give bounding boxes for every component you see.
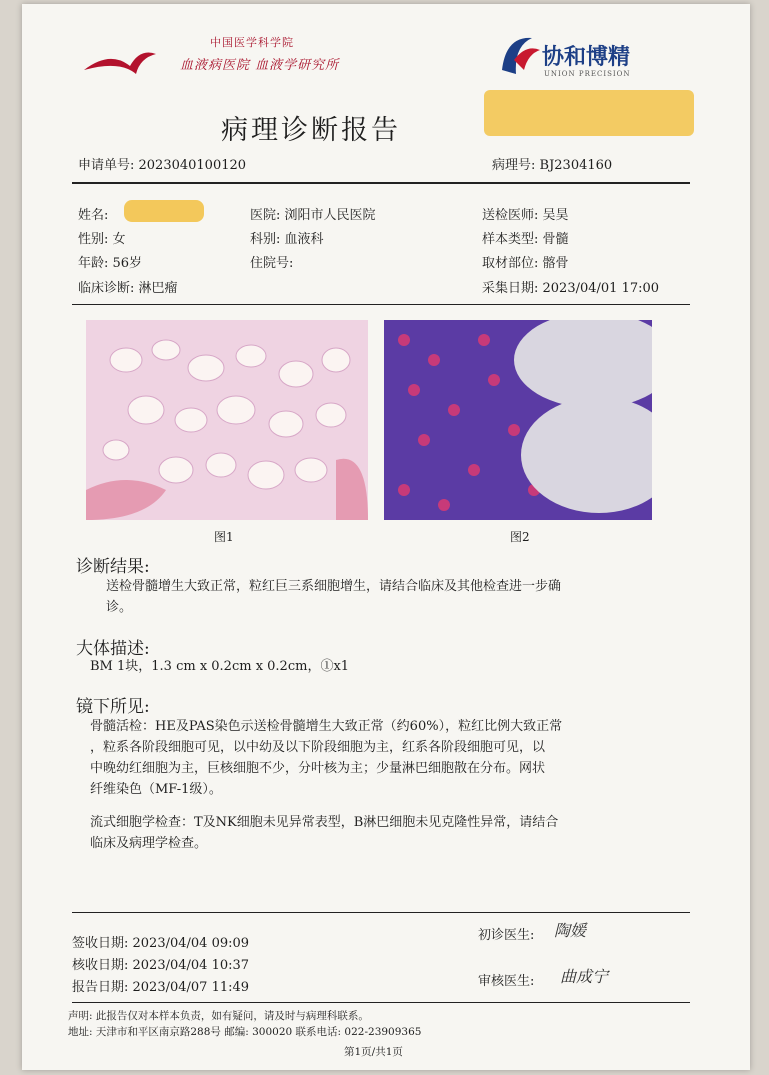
gross-heading: 大体描述:: [76, 639, 150, 659]
figure-2-caption: 图2: [510, 530, 530, 544]
sampling-site: 取材部位: 髂骨: [482, 256, 569, 271]
microscopy-text-line: ，粒系各阶段细胞可见，以中幼及以下阶段细胞为主，红系各阶段细胞可见，以: [90, 740, 546, 755]
divider: [72, 182, 690, 184]
request-number: 申请单号: 2023040100120: [78, 158, 247, 173]
name-label: 姓名:: [78, 208, 109, 223]
histology-image-1-graphic: [86, 320, 368, 520]
report-title: 病理诊断报告: [221, 115, 401, 146]
verify-date: 核收日期: 2023/04/04 10:37: [72, 958, 250, 973]
microscopy-text-line: 骨髓活检：HE及PAS染色示送检骨髓增生大致正常（约60%），粒红比例大致正常: [90, 719, 563, 734]
hospital: 医院: 浏阳市人民医院: [250, 208, 376, 223]
department: 科别: 血液科: [250, 232, 324, 247]
diagnosis-text-line: 诊。: [106, 600, 133, 615]
histology-image-1: [86, 320, 368, 520]
review-doctor-signature: 曲成宁: [560, 967, 609, 986]
first-doctor-label: 初诊医生:: [478, 928, 535, 943]
footer-statement: 声明: 此报告仅对本样本负责，如有疑问，请及时与病理科联系。: [68, 1010, 369, 1022]
review-doctor-label: 审核医生:: [478, 974, 535, 989]
divider: [72, 1002, 690, 1003]
histology-image-2-graphic: [384, 320, 652, 520]
sign-date: 签收日期: 2023/04/04 09:09: [72, 936, 250, 951]
report-date: 报告日期: 2023/04/07 11:49: [72, 980, 250, 995]
first-doctor-signature: 陶媛: [554, 921, 587, 940]
histology-image-2: [384, 320, 652, 520]
divider: [72, 912, 690, 913]
clinical-diagnosis: 临床诊断: 淋巴瘤: [78, 281, 178, 296]
brand-logo: [492, 30, 692, 86]
diagnosis-text-line: 送检骨髓增生大致正常，粒红巨三系细胞增生，请结合临床及其他检查进一步确: [106, 579, 562, 594]
inpatient-number: 住院号:: [250, 256, 294, 271]
logo-hospital-text: 血液病医院 血液学研究所: [180, 58, 340, 73]
gender: 性别: 女: [78, 232, 126, 247]
hospital-logo: [80, 34, 400, 84]
collection-date: 采集日期: 2023/04/01 17:00: [482, 281, 660, 296]
flow-cytometry-line: 流式细胞学检查：T及NK细胞未见异常表型，B淋巴细胞未见克隆性异常，请结合: [90, 815, 559, 830]
footer-address: 地址: 天津市和平区南京路288号 邮编: 300020 联系电话: 022-23909365: [68, 1026, 422, 1038]
referring-doctor: 送检医师: 吴昊: [482, 208, 569, 223]
flow-cytometry-line: 临床及病理学检查。: [90, 836, 208, 851]
brand-logo-icon: [492, 30, 544, 82]
brand-tagline: UNION PRECISION: [544, 70, 631, 78]
sample-type: 样本类型: 骨髓: [482, 232, 569, 247]
figure-1-caption: 图1: [214, 530, 234, 544]
page-number: 第1页/共1页: [344, 1046, 403, 1058]
hospital-logo-icon: [80, 40, 160, 80]
pathology-number: 病理号: BJ2304160: [492, 158, 613, 173]
report-page: [22, 4, 750, 1070]
diagnosis-heading: 诊断结果:: [76, 557, 150, 577]
microscopy-heading: 镜下所见:: [76, 697, 150, 717]
microscopy-text-line: 纤维染色（MF-1级）。: [90, 782, 222, 797]
microscopy-text-line: 中晚幼红细胞为主，巨核细胞不少，分叶核为主；少量淋巴细胞散在分布。网状: [90, 761, 546, 776]
gross-text: BM 1块，1.3 cm x 0.2cm x 0.2cm，①x1: [90, 659, 350, 674]
divider: [72, 304, 690, 305]
logo-institute-text: 中国医学科学院: [210, 36, 294, 49]
redaction-mark: [124, 200, 204, 222]
age: 年龄: 56岁: [78, 256, 143, 271]
brand-name: 协和博精: [542, 44, 631, 70]
